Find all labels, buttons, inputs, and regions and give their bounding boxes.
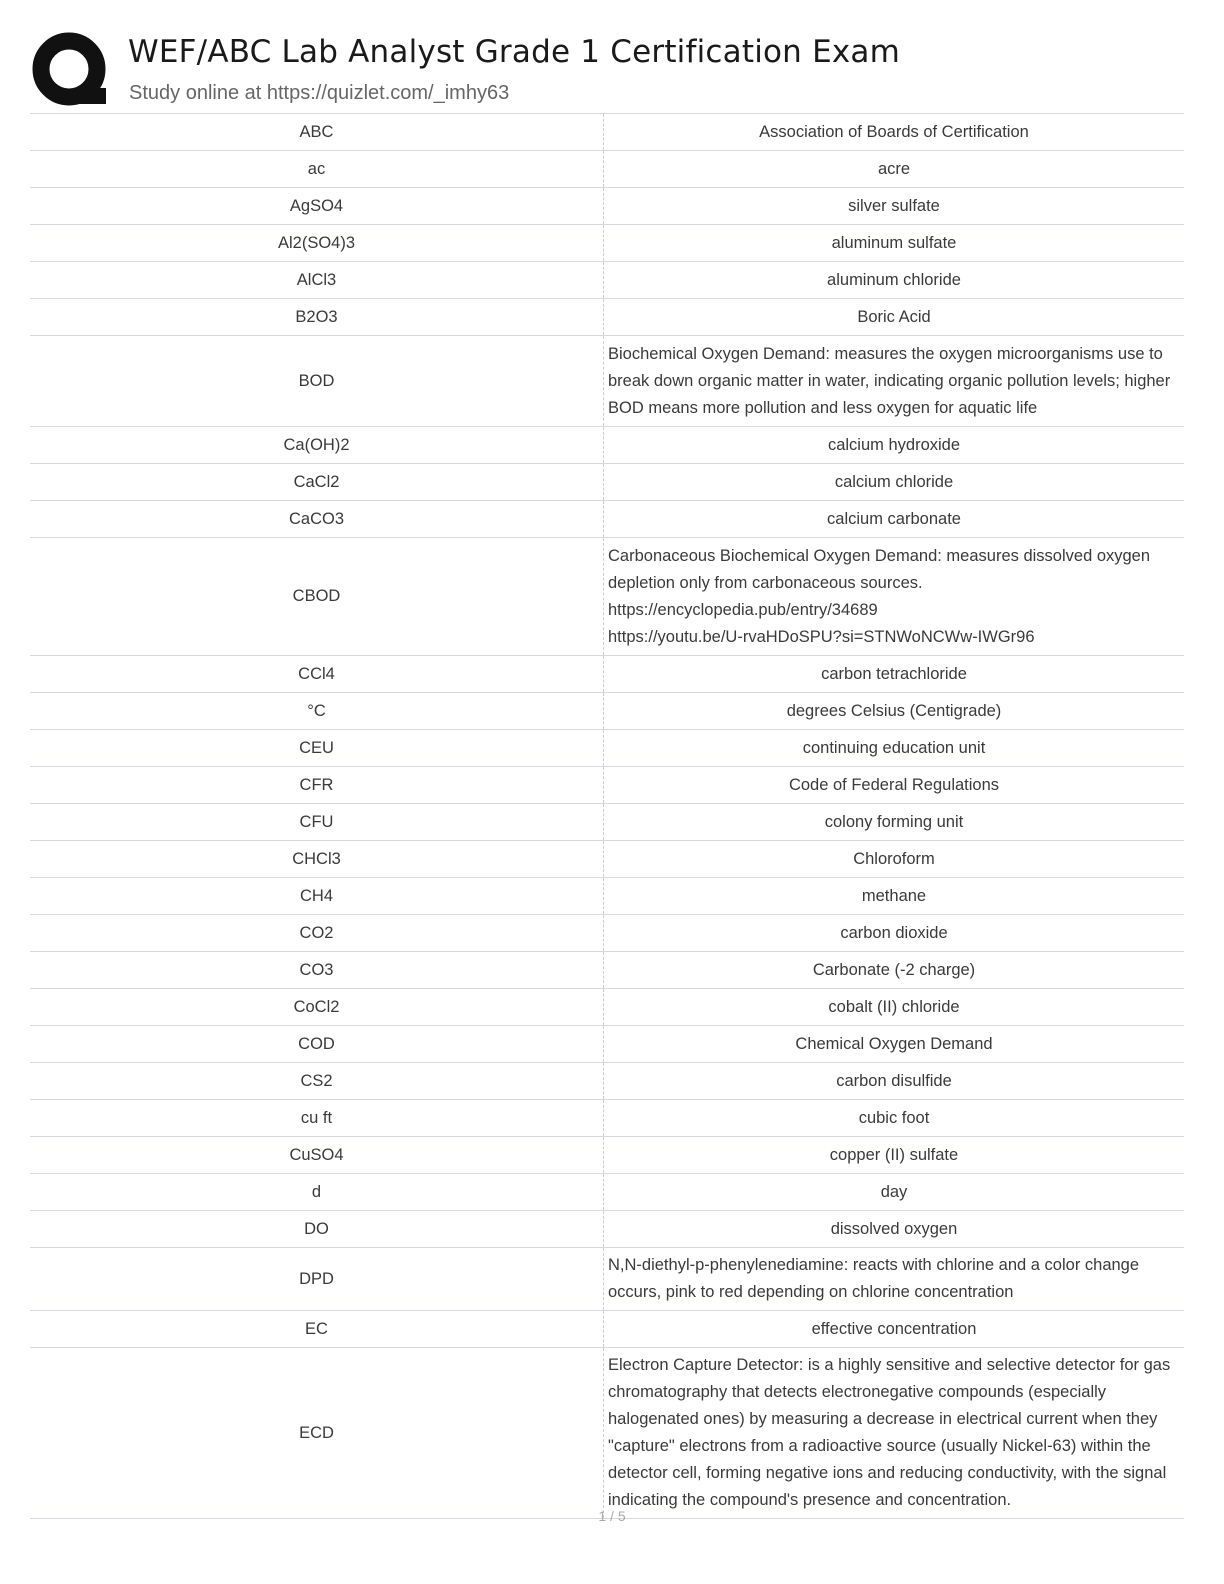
term-cell: CBOD [30,538,604,656]
quizlet-q-logo-icon [32,32,110,110]
term-cell: CoCl2 [30,989,604,1026]
definition-cell: aluminum sulfate [831,233,957,252]
table-row [30,730,1184,767]
table-row [30,427,1184,464]
definition-cell: calcium carbonate [827,509,961,528]
term-cell: CS2 [30,1063,604,1100]
definition-cell: Electron Capture Detector: is a highly sensitive and selective detector for gas chromatography that detects electronegative compounds (especially halogenated ones) by measuring a decrease in electrical current when they "capture" electrons from a radioactive source (usually Nickel-63) within the detector cell, forming negative ions and reducing conductivity, with the signal indicating the compound's presence and concentration. [608,1356,1171,1509]
term-cell: Ca(OH)2 [30,427,604,464]
table-row [30,1211,1184,1248]
table-row [30,952,1184,989]
table-row [30,225,1184,262]
definition-cell: carbon tetrachloride [821,664,967,683]
term-cell: ECD [30,1348,604,1519]
table-row [30,1248,1184,1311]
term-cell: CHCl3 [30,841,604,878]
definition-cell: effective concentration [811,1319,977,1338]
definition-cell: calcium chloride [834,472,954,491]
table-row [30,841,1184,878]
page-header [30,28,1190,112]
term-cell: BOD [30,336,604,427]
term-cell: DO [30,1211,604,1248]
table-row [30,299,1184,336]
table-row [30,989,1184,1026]
definition-cell: acre [877,159,911,178]
table-row [30,464,1184,501]
table-row [30,501,1184,538]
table-row [30,915,1184,952]
definition-cell: silver sulfate [848,196,940,215]
term-cell: ac [30,151,604,188]
table-row [30,1137,1184,1174]
definition-cell: colony forming unit [824,812,964,831]
definition-cell: carbon dioxide [840,923,948,942]
table-row [30,1311,1184,1348]
term-cell: CaCO3 [30,501,604,538]
page-number: 1 / 5 [598,1508,626,1524]
definition-cell: Chloroform [853,849,935,868]
definition-cell: day [880,1182,908,1201]
term-cell: CCl4 [30,656,604,693]
table-row [30,1174,1184,1211]
table-row [30,114,1184,151]
term-cell: CH4 [30,878,604,915]
page-title: WEF/ABC Lab Analyst Grade 1 Certification Exam [128,34,901,70]
table-row [30,188,1184,225]
definition-cell: degrees Celsius (Centigrade) [786,701,1002,720]
term-cell: CFR [30,767,604,804]
table-row [30,538,1184,656]
term-cell: CO3 [30,952,604,989]
term-cell: CO2 [30,915,604,952]
definition-cell: cobalt (II) chloride [828,997,960,1016]
term-cell: AlCl3 [30,262,604,299]
definition-cell: Carbonate (-2 charge) [812,960,976,979]
definition-cell: Association of Boards of Certification [759,122,1029,141]
table-row [30,262,1184,299]
definition-cell: Carbonaceous Biochemical Oxygen Demand: measures dissolved oxygen depletion only from carbonaceous sources. https://encyclopedia.pub/entry/34689 https://youtu.be/U-rvaHDoSPU?si=STNWoNCWw-IWGr96 [608,546,1151,646]
term-cell: DPD [30,1248,604,1311]
definition-cell: Boric Acid [857,307,931,326]
term-cell: CFU [30,804,604,841]
study-online-link-text: Study online at https://quizlet.com/_imhy63 [129,82,510,104]
term-cell: CaCl2 [30,464,604,501]
definition-cell: Code of Federal Regulations [788,775,1000,794]
definition-cell: dissolved oxygen [830,1219,958,1238]
table-row [30,804,1184,841]
term-cell: cu ft [30,1100,604,1137]
table-row [30,656,1184,693]
definition-cell: methane [861,886,927,905]
table-row [30,1063,1184,1100]
definition-cell: carbon disulfide [836,1071,952,1090]
table-row [30,1100,1184,1137]
table-row [30,767,1184,804]
table-row [30,1348,1184,1519]
definition-cell: copper (II) sulfate [829,1145,959,1164]
flashcard-table [30,113,1184,1519]
definition-cell: Biochemical Oxygen Demand: measures the oxygen microorganisms use to break down organic matter in water, indicating organic pollution levels; higher BOD means more pollution and less oxygen for aquatic life [608,344,1171,417]
definition-cell: N,N-diethyl-p-phenylenediamine: reacts with chlorine and a color change occurs, pink to red depending on chlorine concentration [608,1256,1140,1301]
definition-cell: Chemical Oxygen Demand [795,1034,993,1053]
definition-cell: continuing education unit [802,738,986,757]
term-cell: Al2(SO4)3 [30,225,604,262]
term-cell: CEU [30,730,604,767]
term-cell: d [30,1174,604,1211]
table-row [30,336,1184,427]
table-row [30,878,1184,915]
term-cell: CuSO4 [30,1137,604,1174]
term-cell: AgSO4 [30,188,604,225]
table-row [30,151,1184,188]
term-cell: B2O3 [30,299,604,336]
term-cell: ABC [30,114,604,151]
table-row [30,693,1184,730]
definition-cell: aluminum chloride [827,270,961,289]
definition-cell: calcium hydroxide [827,435,961,454]
definition-cell: cubic foot [858,1108,930,1127]
term-cell: °C [30,693,604,730]
term-cell: EC [30,1311,604,1348]
term-cell: COD [30,1026,604,1063]
table-row [30,1026,1184,1063]
